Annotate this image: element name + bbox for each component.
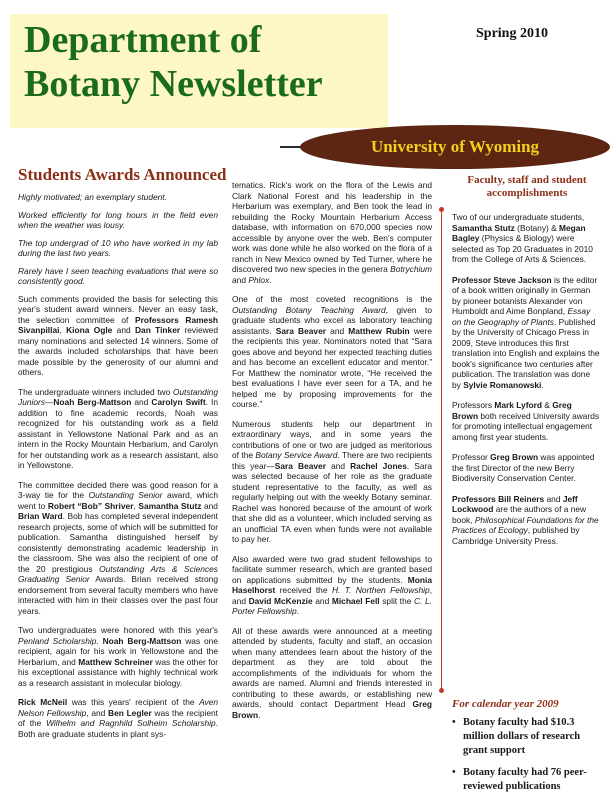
- bullet-icon: •: [452, 767, 456, 778]
- divider-dot: [439, 688, 444, 693]
- person-name: Sara Beaver: [274, 460, 326, 471]
- person-name: Professor Steve Jackson: [452, 274, 552, 285]
- person-name: Kiona Ogle: [66, 325, 113, 335]
- article-paragraph: All of these awards were announced at a meeting attended by students, faculty and staff, an occasion when many attendees learn about the history of the department as they are told about the accomplishments of the individuals for whom the awards are named. Alumni and friends interested in contributing to these awards, or establishing new awards, should contact Department Head Greg Brown.: [232, 625, 432, 720]
- section-title: Students Awards Announced: [18, 165, 227, 184]
- person-name: Samantha Stutz: [138, 500, 202, 511]
- calendar-heading: For calendar year 2009: [452, 698, 559, 710]
- person-name: Michael Fell: [331, 595, 380, 606]
- issue-date: Spring 2010: [476, 26, 548, 41]
- sidebar-column: [452, 212, 600, 556]
- person-name: Matthew Schreiner: [78, 656, 153, 667]
- quote: Rarely have I seen teaching evaluations that were so consistently good.: [18, 265, 218, 286]
- person-name: Jeff Lockwood: [452, 493, 578, 514]
- sidebar-item: Professor Greg Brown was appointed the first Director of the new Berry Biodiversity Conservation Center.: [452, 452, 595, 483]
- person-name: Sara Beaver: [275, 325, 326, 336]
- sidebar-heading: Faculty, staff and student accomplishments: [467, 174, 587, 199]
- newsletter-title: [24, 18, 404, 106]
- calendar-item: • Botany faculty had 76 peer-reviewed publications: [452, 767, 587, 792]
- person-name: Rick McNeil: [18, 697, 68, 707]
- person-name: Dan Tinker: [134, 325, 181, 335]
- article-paragraph: The committee decided there was good reason for a 3-way tie for the Outstanding Senior award, which went to Robert “Bob” Shriver, Samantha Stutz and Brian Ward. Bob has completed several independent research projects, some of which will be submitted for publication. Samantha distinguished herself by consistently demonstrating academic leadership in the classroom. She was also the recipient of one of the 20 prestigious Outstanding Arts & Sciences Graduating Senior Awards. Brian received strong endorsement from several faculty members who have interacted with him in their classes over the past four years.: [18, 479, 219, 616]
- article-paragraph: Two undergraduates were honored with this year's Penland Scholarship. Noah Berg-Mattson was one recipient, again for his work in Yellowstone and the Herbarium, and Matthew Schreiner was the other for his exceptional assistance with highly technical work as a research assistant in molecular biology.: [18, 625, 218, 688]
- person-name: Monia Haselhorst: [232, 574, 432, 595]
- quote: Worked efficiently for long hours in the field even when the weather was lousy.: [18, 209, 218, 230]
- person-name: Professors Ramesh Sivanpillai: [18, 314, 218, 335]
- person-name: David McKenzie: [248, 595, 313, 606]
- article-paragraph: Numerous students help our department in extraordinary ways, and in some years the contributions of one or two are judged as meritorious of the Botany Service Award. There are two recipients this year—Sara Beaver and Rachel Jones. Sara was selected because of her role as the graduate student representative to the faculty, as well as regularly helping out with the weekly Botany seminar. Rachel was honored because of the amount of work that she did as a volunteer, which included serving as an unofficial TA even when funds were not available to pay her.: [232, 418, 432, 544]
- person-name: Megan Bagley: [452, 222, 586, 243]
- person-name: Professors Bill Reiners: [452, 493, 545, 504]
- person-name: Greg Brown: [232, 699, 432, 720]
- article-paragraph: The undergraduate winners included two Outstanding Juniors—Noah Berg-Mattson and Carolyn Swift. In addition to fine academic records, Noah was recognized for his outstanding work as a field assistant in Yellowstone National Park and as an intern in the Rocky Mountain Herbarium, and Carolyn for her outstanding work as a research assistant, also in Yellowstone.: [18, 386, 218, 470]
- article-paragraph: tematics. Rick's work on the flora of the Lewis and Clark National Forest and his leadership in the Herbarium was exemplary, and Ben took the lead in rebuilding the Rocky Mountain Herbarium Access database, with information on 670,000 species now accessible by anyone over the web. Ben's computer work was done while he also worked on the flora of a ranch in New Mexico owned by Ted Turner, where he discovered two new species in the genera Botrychium and Phlox.: [232, 180, 432, 285]
- divider-dot: [439, 207, 444, 212]
- sidebar-item: Professors Mark Lyford & Greg Brown both received University awards for promoting intellectual engagement among first year students.: [452, 400, 600, 442]
- person-name: Rachel Jones: [350, 460, 407, 471]
- person-name: Noah Berg-Mattson: [53, 397, 132, 407]
- title-line-1: Department of: [24, 19, 262, 61]
- person-name: Ben Legler: [108, 707, 152, 718]
- sidebar-item: Professors Bill Reiners and Jeff Lockwood are the authors of a new book, Philosophical Foundations for the Practices of Ecology, published by Cambridge University Press.: [452, 493, 599, 546]
- person-name: Noah Berg-Mattson: [102, 635, 182, 646]
- person-name: Carolyn Swift: [151, 397, 206, 407]
- university-name: University of Wyoming: [370, 137, 540, 156]
- article-column-2: [232, 180, 432, 729]
- title-line-2: Botany Newsletter: [24, 63, 323, 105]
- article-paragraph: One of the most coveted recognitions is the Outstanding Botany Teaching Award, given to graduate students who excel as laboratory teaching assistants. Sara Beaver and Matthew Rubin were the recipients this year. Nominators noted that “Sara goes above and beyond her expected teaching duties and has become an excellent educator and mentor.” For Matthew the nominator wrote, “He received the best evaluations I have ever seen for a TA, and he helped me by proposing improvements for the course.”: [232, 294, 432, 409]
- person-name: Mark Lyford: [494, 400, 542, 410]
- quote: Highly motivated; an exemplary student.: [18, 192, 167, 202]
- person-name: Greg Brown: [490, 452, 539, 462]
- sidebar-divider: [441, 210, 442, 690]
- person-name: Brian Ward: [18, 511, 63, 521]
- calendar-item: • Botany faculty had $10.3 million dollars of research grant support: [452, 717, 581, 756]
- person-name: Greg Brown: [452, 400, 572, 421]
- quote: The top undergrad of 10 who have worked in my lab during the last two years.: [18, 237, 218, 258]
- calendar-list: [452, 716, 602, 802]
- person-name: Samantha Stutz: [452, 222, 515, 233]
- article-paragraph: Rick McNeil was this years' recipient of the Aven Nelson Fellowship, and Ben Legler was the recipient of the Wilhelm and Ragnhild Solheim Scholarship. Both are graduate students in plant sys-: [18, 697, 219, 739]
- person-name: Matthew Rubin: [348, 325, 410, 336]
- article-column-1: [18, 192, 218, 748]
- article-paragraph: Such comments provided the basis for selecting this year's student award winners. Never an easy task, the selection committee of Professors Ramesh Sivanpillai, Kiona Ogle and Dan Tinker reviewed many nominations and selected 14 winners. Some of the awards included scholarships that have been made possible by the generosity of our alumni and others.: [18, 293, 218, 377]
- sidebar-item: Professor Steve Jackson is the editor of a book written originally in German by pioneer botanists Alexander von Humboldt and Aime Bonpland, Essay on the Geography of Plants. Published by the University of Chicago Press in 2009, Steve introduces this first translation into English and explains the book's significance two centuries after publication. The translation was done by Sylvie Romanowski.: [452, 274, 600, 390]
- sidebar-item: Two of our undergraduate students, Samantha Stutz (Botany) & Megan Bagley (Physics & Biology) were selected as Top 20 Graduates in 2010 from the College of Arts & Sciences.: [452, 212, 593, 264]
- article-paragraph: Also awarded were two grad student fellowships to facilitate summer research, which are granted based on applications submitted by the students. Monia Haselhorst received the H. T. Northen Fellowship, and David McKenzie and Michael Fell split the C. L. Porter Fellowship.: [232, 553, 433, 616]
- person-name: Robert “Bob” Shriver: [47, 500, 134, 511]
- bullet-icon: •: [452, 717, 456, 728]
- person-name: Sylvie Romanowski: [463, 379, 542, 390]
